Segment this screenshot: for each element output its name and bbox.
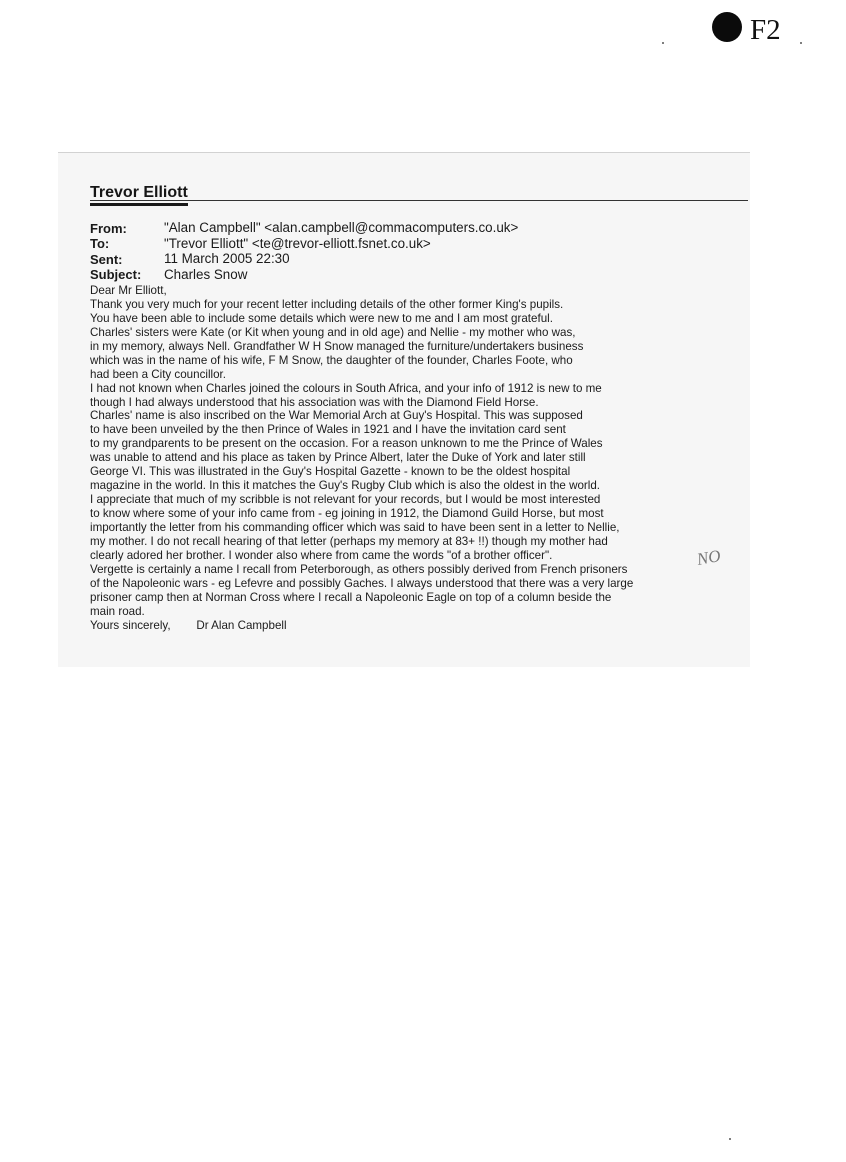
body-line: though I had always understood that his association was with the Diamond Field Horse. [90,395,539,409]
header-value: 11 March 2005 22:30 [164,251,290,267]
body-line: I appreciate that much of my scribble is not relevant for your records, but I would be most interested [90,493,601,507]
body-line: George VI. This was illustrated in the Guy's Hospital Gazette - known to be the oldest hospital [90,465,571,479]
body-line: was unable to attend and his place as taken by Prince Albert, later the Duke of York and later still [90,451,586,465]
header-label: To: [90,236,110,252]
body-line: had been a City councillor. [90,367,226,381]
sign-off-line [90,619,730,633]
signature: Dr Alan Campbell [196,618,287,632]
body-line: Charles' sisters were Kate (or Kit when young and in old age) and Nellie - my mother who was, [90,325,576,339]
body-line: main road. [90,604,145,618]
body-line: my mother. I do not recall hearing of that letter (perhaps my memory at 83+ !!) though my mother had [90,534,608,548]
scan-speck [800,42,802,44]
email-body [90,284,730,632]
header-label: Sent: [90,251,123,267]
body-line: of the Napoleonic wars - eg Lefevre and possibly Gaches. I always understood that there was a very large [90,576,634,590]
page-reference-label: F2 [750,14,781,46]
body-line: You have been able to include some details which were new to me and I am most grateful. [90,311,553,325]
body-line: clearly adored her brother. I wonder also where from came the words "of a brother officer". [90,548,553,562]
handwritten-margin-note: NO [695,546,723,569]
filled-circle-marker [712,12,742,42]
header-label: Subject: [90,267,142,283]
body-line: Charles' name is also inscribed on the War Memorial Arch at Guy's Hospital. This was supposed [90,409,583,423]
closing: Yours sincerely, [90,618,171,632]
body-line: I had not known when Charles joined the colours in South Africa, and your info of 1912 is new to me [90,381,602,395]
email-printout [58,152,750,667]
body-line: to have been unveiled by the then Prince of Wales in 1921 and I have the invitation card sent [90,423,566,437]
body-line: magazine in the world. In this it matches the Guy's Rugby Club which is also the oldest in the world. [90,479,601,493]
body-line: Dear Mr Elliott, [90,284,167,297]
header-label: From: [90,220,127,236]
mailbox-owner-name: Trevor Elliott [90,183,188,206]
scan-speck [729,1138,731,1140]
body-line: Vergette is certainly a name I recall from Peterborough, as others possibly derived from French prisoners [90,562,628,576]
body-line: prisoner camp then at Norman Cross where I recall a Napoleonic Eagle on top of a column beside the [90,590,612,604]
header-value: "Alan Campbell" <alan.campbell@commacomputers.co.uk> [164,220,519,235]
scan-speck [662,42,664,44]
header-value: Charles Snow [164,266,248,282]
body-line: to my grandparents to be present on the occasion. For a reason unknown to me the Prince of Wales [90,437,603,451]
header-divider [90,200,748,201]
body-line: which was in the name of his wife, F M Snow, the daughter of the founder, Charles Foote, who [90,353,573,367]
body-line: Thank you very much for your recent letter including details of the other former King's pupils. [90,297,564,311]
header-value: "Trevor Elliott" <te@trevor-elliott.fsnet.co.uk> [164,235,431,251]
body-line: importantly the letter from his commanding officer which was said to have been sent in a letter to Nellie, [90,520,620,534]
body-line: in my memory, always Nell. Grandfather W H Snow managed the furniture/undertakers business [90,339,584,353]
body-line: to know where some of your info came from - eg joining in 1912, the Diamond Guild Horse, but most [90,507,604,520]
